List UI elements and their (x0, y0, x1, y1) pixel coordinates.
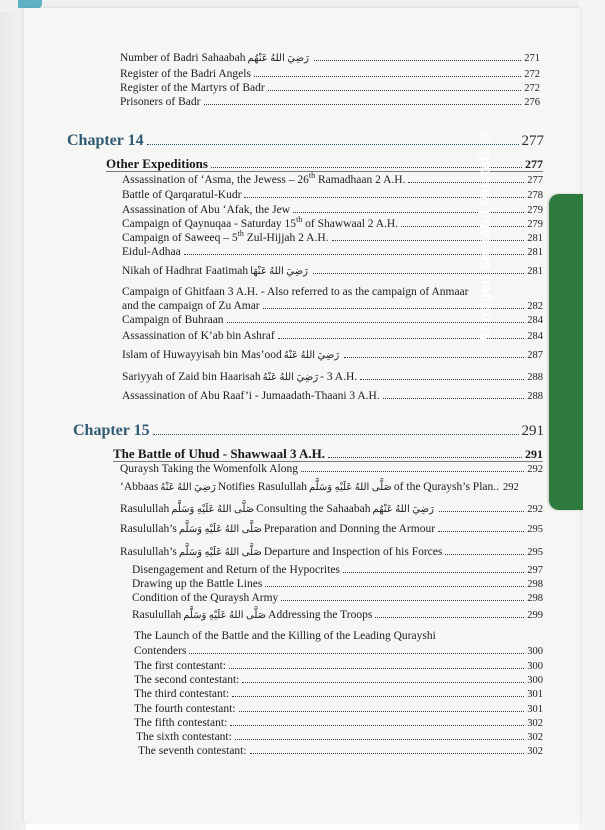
entry-text: Battle of Qarqaratul-Kudr (122, 189, 242, 201)
leader-dots (184, 253, 524, 255)
leader-dots (239, 710, 525, 712)
leader-dots (189, 652, 524, 654)
toc-entry[interactable] (120, 481, 543, 493)
section-rule (113, 461, 543, 462)
leader-dots (301, 470, 524, 472)
book-page (24, 8, 580, 822)
page-number: 281 (527, 233, 543, 244)
honorific: صَلَّى اللهُ عَلَيْهِ وَسَلَّم (171, 504, 255, 515)
honorific: صَلَّى اللهُ عَلَيْهِ وَسَلَّم (178, 524, 262, 535)
leader-dots (229, 667, 524, 669)
entry-text: Number of Badri Sahaabah (120, 52, 246, 64)
entry-text: Disengagement and Return of the Hypocrites (132, 564, 340, 576)
toc-entry[interactable] (122, 349, 543, 361)
leader-dots (314, 59, 521, 61)
toc-entry[interactable] (134, 660, 543, 672)
entry-text: Campaign of Qaynuqaa - Saturday 15th of Shawwaal 2 A.H. (122, 215, 399, 230)
page-number: 292 (503, 482, 519, 493)
leader-dots (242, 681, 524, 683)
entry-text: The third contestant: (134, 688, 230, 700)
honorific: رَضِيَ اللهُ عَنْهُم (247, 53, 309, 64)
toc-entry[interactable] (138, 745, 543, 757)
book-title-tab-label (477, 130, 496, 343)
leader-dots (375, 616, 524, 618)
leader-dots (438, 530, 524, 532)
toc-entry[interactable] (120, 523, 543, 535)
entry-text-suffix: Departure and Inspection of his Forces (263, 546, 443, 558)
entry-text: Register of the Badri Angels (120, 68, 251, 80)
table-of-contents (24, 8, 580, 822)
honorific: رَضِيَ اللهُ عَنْهَا (250, 266, 308, 277)
toc-entry[interactable] (122, 390, 543, 402)
entry-text: The seventh contestant: (138, 745, 247, 757)
chapter-label: Chapter 15 (73, 422, 150, 439)
leader-dots (147, 143, 519, 145)
toc-entry[interactable] (120, 82, 540, 94)
page-number: 295 (527, 547, 543, 558)
leader-dots (254, 75, 521, 77)
page-number: 284 (527, 331, 543, 342)
leader-dots (232, 695, 524, 697)
entry-text-suffix: - 3 A.H. (320, 371, 358, 383)
entry-text: The Launch of the Battle and the Killing of the Leading Qurayshi (134, 630, 436, 642)
entry-text: Islam of Huwayyisah bin Mas’ood (122, 349, 282, 361)
page-number: 271 (524, 53, 540, 64)
leader-dots (211, 166, 522, 168)
page-number: 300 (527, 661, 543, 672)
entry-text: Campaign of Buhraan (122, 314, 224, 326)
entry-text: Campaign of Saweeq – 5th Zul-Hijjah 2 A.H. (122, 229, 329, 244)
honorific: رَضِيَ اللهُ عَنْهُ (262, 372, 319, 383)
entry-text: The fifth contestant: (134, 717, 228, 729)
toc-entry[interactable] (120, 463, 543, 475)
leader-dots (204, 103, 522, 105)
leader-dots (383, 397, 525, 399)
entry-text: Prisoners of Badr (120, 96, 201, 108)
entry-text: The second contestant: (134, 674, 240, 686)
leader-dots (408, 181, 524, 183)
entry-text: Rasulullah’s (120, 523, 177, 535)
honorific: صَلَّى اللهُ عَلَيْهِ وَسَلَّم (308, 482, 392, 493)
honorific: صَلَّى اللهُ عَلَيْهِ وَسَلَّم (178, 547, 262, 558)
page-number: 298 (527, 593, 543, 604)
entry-text: and the campaign of Zu Amar (122, 300, 260, 312)
entry-text: Rasulullah (120, 503, 170, 515)
page-number: 301 (527, 704, 543, 715)
page-number: 279 (527, 219, 543, 230)
page-number: 302 (527, 746, 543, 757)
section-title: The Battle of Uhud - Shawwaal 3 A.H. (113, 446, 325, 461)
toc-entry[interactable] (134, 630, 543, 642)
leader-dots (360, 378, 524, 380)
entry-text: Assassination of K’ab bin Ashraf (122, 330, 275, 342)
page-number: 279 (527, 205, 543, 216)
page-number: 301 (527, 689, 543, 700)
honorific: صَلَّى اللهُ عَلَيْهِ وَسَلَّم (183, 610, 267, 621)
leader-dots (235, 738, 524, 740)
leader-dots (439, 510, 524, 512)
entry-text: Condition of the Quraysh Army (132, 592, 279, 604)
toc-entry[interactable] (136, 731, 543, 743)
leader-dots (344, 356, 524, 358)
leader-dots (250, 752, 525, 754)
page-number: 295 (527, 524, 543, 535)
page-number: 302 (527, 718, 543, 729)
page-number: 287 (527, 350, 543, 361)
chapter-label: Chapter 14 (67, 132, 144, 149)
entry-text: Eidul-Adhaa (122, 246, 181, 258)
page-number: 300 (527, 646, 543, 657)
page-number: 298 (527, 579, 543, 590)
page-number: 292 (527, 464, 543, 475)
toc-entry[interactable] (132, 578, 543, 590)
toc-entry[interactable] (120, 546, 543, 558)
leader-dots (401, 225, 524, 227)
entry-text: Nikah of Hadhrat Faatimah (122, 265, 249, 277)
toc-entry[interactable] (134, 703, 543, 715)
chapter-heading[interactable] (73, 422, 544, 440)
page-number: 282 (527, 301, 543, 312)
toc-entry[interactable] (132, 609, 543, 621)
entry-text: Assassination of ‘Asma, the Jewess – 26th Ramadhaan 2 A.H. (122, 171, 406, 186)
page-number: 302 (527, 732, 543, 743)
entry-text: Register of the Martyrs of Badr (120, 82, 265, 94)
toc-entry[interactable] (134, 674, 543, 686)
section-heading[interactable] (113, 446, 543, 462)
leader-dots (328, 456, 522, 458)
page-number: 281 (527, 266, 543, 277)
leader-dots (265, 585, 524, 587)
toc-entry[interactable] (134, 645, 543, 657)
leader-dots (268, 89, 522, 91)
page-number: 272 (524, 69, 540, 80)
leader-dots (445, 553, 524, 555)
entry-text-suffix: of the Quraysh’s Plan.. (393, 481, 500, 493)
honorific: رَضِيَ اللهُ عَنْهُم (372, 504, 434, 515)
entry-text: Assassination of Abu ‘Afak, the Jew (122, 204, 291, 216)
page-number: 277 (527, 175, 543, 186)
background-left (0, 0, 26, 830)
toc-entry[interactable] (132, 564, 543, 576)
page-number: 300 (527, 675, 543, 686)
entry-text: The first contestant: (134, 660, 226, 672)
section-title: Other Expeditions (106, 156, 208, 171)
page-number: 288 (527, 391, 543, 402)
leader-dots (153, 433, 519, 435)
entry-text: Assassination of Abu Raaf’i - Jumaadath-Thaani 3 A.H. (122, 390, 380, 402)
entry-text: Quraysh Taking the Womenfolk Along (120, 463, 298, 475)
cover-edge-accent (18, 0, 42, 8)
page-number: 291 (525, 447, 543, 461)
entry-text-suffix: Addressing the Troops (268, 609, 373, 621)
entry-text: Drawing up the Battle Lines (132, 578, 263, 590)
honorific: رَضِيَ اللهُ عَنْهُ (160, 482, 216, 493)
salutation-mark: ﷺ (478, 129, 493, 145)
page-number: 291 (521, 423, 544, 439)
leader-dots (281, 599, 524, 601)
entry-text: Campaign of Ghitfaan 3 A.H. - Also referred to as the campaign of Anmaar (122, 286, 469, 298)
page-number: 277 (521, 133, 544, 149)
book-title: Abridged Seeratul Mustafa (476, 147, 494, 343)
entry-text: ‘Abbaas (120, 481, 159, 493)
toc-entry[interactable] (120, 68, 540, 80)
page-number: 292 (527, 504, 543, 515)
page-number: 272 (524, 83, 540, 94)
page-number: 276 (524, 97, 540, 108)
honorific: رَضِيَ اللهُ عَنْهُ (283, 350, 340, 361)
page-number: 278 (527, 190, 543, 201)
entry-text: Rasulullah’s (120, 546, 177, 558)
leader-dots (230, 724, 524, 726)
page-number: 297 (527, 565, 543, 576)
toc-entry[interactable] (134, 688, 543, 700)
entry-text-suffix: Notifies Rasulullah (217, 481, 307, 493)
page-number: 284 (527, 315, 543, 326)
page-number: 288 (527, 372, 543, 383)
page-number: 299 (527, 610, 543, 621)
toc-entry[interactable] (132, 592, 543, 604)
entry-text: The fourth contestant: (134, 703, 236, 715)
entry-text-suffix: Consulting the Sahaabah (256, 503, 371, 515)
page-number: 277 (525, 157, 543, 171)
toc-entry[interactable] (120, 503, 543, 515)
entry-text: Sariyyah of Zaid bin Haarisah (122, 371, 261, 383)
entry-text: Rasulullah (132, 609, 182, 621)
leader-dots (343, 571, 524, 573)
chapter-heading[interactable] (67, 129, 544, 150)
toc-entry[interactable] (120, 52, 540, 64)
entry-text: Contenders (134, 645, 187, 657)
page-number: 281 (527, 247, 543, 258)
chapter-thumb-tab[interactable] (549, 194, 583, 510)
entry-text: The sixth contestant: (136, 731, 232, 743)
entry-text-suffix: Preparation and Donning the Armour (263, 523, 436, 535)
toc-entry[interactable] (122, 371, 543, 383)
toc-entry[interactable] (134, 717, 543, 729)
toc-entry[interactable] (120, 96, 540, 108)
